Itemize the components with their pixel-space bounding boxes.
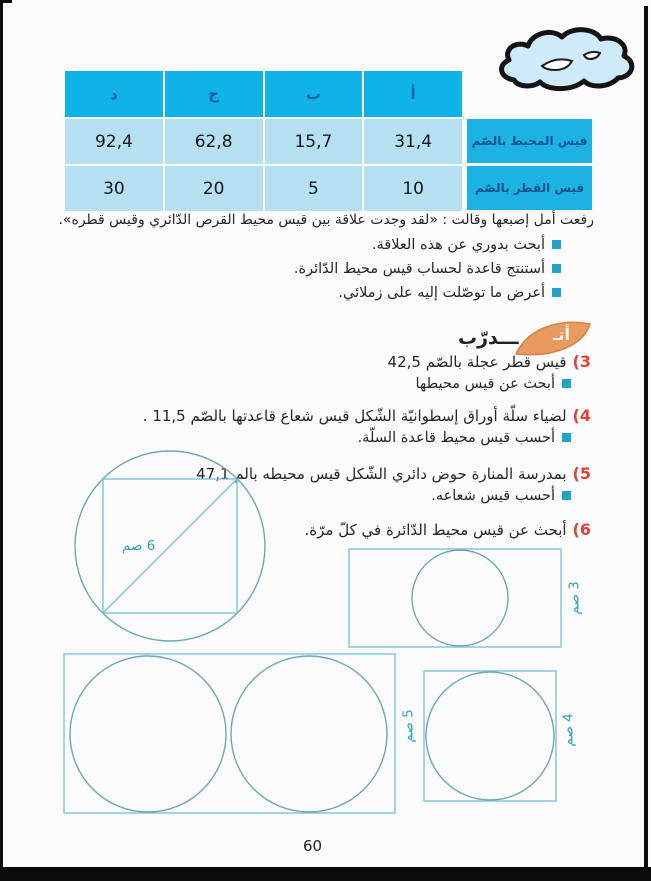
bullet-square-icon xyxy=(562,379,571,388)
bullet-text: أبحث عن قيس محيطها xyxy=(415,376,555,392)
bullet-text: أحسب قيس شعاعه. xyxy=(431,488,555,504)
dimension-label-4cm: 4 صم xyxy=(560,713,577,747)
exercise-number-digit: 5 xyxy=(579,464,591,483)
table-cell: 15,7 xyxy=(265,119,363,164)
scan-edge-left xyxy=(0,0,3,881)
circle-right-shape xyxy=(231,656,387,812)
table-header-cell: ب xyxy=(265,71,363,117)
exercise-number-paren: ( xyxy=(572,464,580,483)
bullet-text: أعرض ما توصّلت إليه على زملائي. xyxy=(338,285,545,301)
table-cell: 31,4 xyxy=(364,119,462,164)
circle-shape xyxy=(426,672,554,800)
figure-square-inscribed-circle xyxy=(420,666,562,808)
figure-rectangle-two-circles xyxy=(62,652,400,817)
practice-title-on-leaf: أتـ xyxy=(553,325,570,344)
circle-shape xyxy=(412,550,508,646)
bullet-square-icon xyxy=(552,288,561,297)
table-cell: 62,8 xyxy=(165,119,263,164)
bullet-text: أستنتج قاعدة لحساب قيس محيط الدّائرة. xyxy=(293,261,545,277)
bullet-square-icon xyxy=(552,240,561,249)
ratio-table-row-labels xyxy=(467,119,592,213)
intro-bullet-line xyxy=(338,285,561,301)
bullet-square-icon xyxy=(552,264,561,273)
exercise-6-text: أبحث عن قيس محيط الدّائرة في كلّ مرّة. xyxy=(304,521,567,539)
figure-rectangle-one-circle xyxy=(348,548,564,650)
scan-edge-bottom xyxy=(0,867,651,881)
exercise-number-paren: ( xyxy=(572,352,580,371)
table-header-cell: ج xyxy=(165,71,263,117)
rectangle-shape xyxy=(349,549,561,647)
rectangle-shape xyxy=(64,654,395,813)
table-cell: 20 xyxy=(165,166,263,211)
exercise-4-text: لضياء سلّة أوراق إسطوانيّة الشّكل قيس شعاع قاعدتها بالصّم 11,5 . xyxy=(142,407,567,425)
circle-left-shape xyxy=(70,656,226,812)
exercise-3-bullet xyxy=(416,376,571,392)
figure-circle-with-inscribed-square xyxy=(68,444,272,648)
bullet-text: أبحث بدوري عن هذه العلاقة. xyxy=(371,237,545,253)
page-number: 60 xyxy=(303,837,323,855)
exercise-number-digit: 4 xyxy=(579,406,591,425)
exercise-number-paren: ( xyxy=(572,406,580,425)
dimension-label-3cm: 3 صم xyxy=(566,581,583,615)
exercise-4-bullet xyxy=(358,430,571,446)
exercise-4-number xyxy=(573,406,591,425)
intro-sentence: رفعت أمل إصبعها وقالت : «لقد وجدت علاقة بين قيس محيط القرص الدّائري وقيس قطره». xyxy=(58,212,594,228)
scan-edge-right xyxy=(644,6,648,868)
dimension-label-6cm: 6 صم xyxy=(122,538,156,554)
exercise-3-number xyxy=(573,352,591,371)
exercise-number-paren: ( xyxy=(572,520,580,539)
exercise-6-line xyxy=(305,520,591,539)
table-row-label: قيس المحيط بالصّم xyxy=(467,119,592,163)
exercise-number-digit: 6 xyxy=(579,520,591,539)
exercise-6-number xyxy=(573,520,591,539)
bullet-text: أحسب قيس محيط قاعدة السلّة. xyxy=(357,430,555,446)
square-shape xyxy=(424,671,556,801)
exercise-5-bullet xyxy=(431,488,571,504)
practice-title-text: ـــدرّب xyxy=(458,327,519,349)
table-cell: 92,4 xyxy=(65,119,163,164)
exercise-3-line xyxy=(388,352,591,371)
table-header-cell: أ xyxy=(364,71,462,117)
ratio-table xyxy=(65,71,462,211)
table-header-cell: د xyxy=(65,71,163,117)
exercise-4-line xyxy=(143,406,591,425)
exercise-3-text: قيس قطر عجلة بالصّم 42,5 xyxy=(387,353,567,371)
table-cell: 30 xyxy=(65,166,163,211)
exercise-5-text: بمدرسة المنارة حوض دائري الشّكل قيس محيطه بالم 47,1 xyxy=(196,465,567,483)
bullet-square-icon xyxy=(562,433,571,442)
exercise-number-digit: 3 xyxy=(579,352,591,371)
intro-bullet-line xyxy=(372,237,561,253)
dimension-label-5cm: 5 صم xyxy=(400,709,417,743)
table-row-label: قيس القطر بالصّم xyxy=(467,166,592,210)
scan-edge-tick xyxy=(0,0,12,3)
exercise-5-number xyxy=(573,464,591,483)
table-cell: 10 xyxy=(364,166,462,211)
cloud-illustration xyxy=(492,24,642,109)
intro-bullet-line xyxy=(294,261,561,277)
bullet-square-icon xyxy=(562,491,571,500)
table-cell: 5 xyxy=(265,166,363,211)
